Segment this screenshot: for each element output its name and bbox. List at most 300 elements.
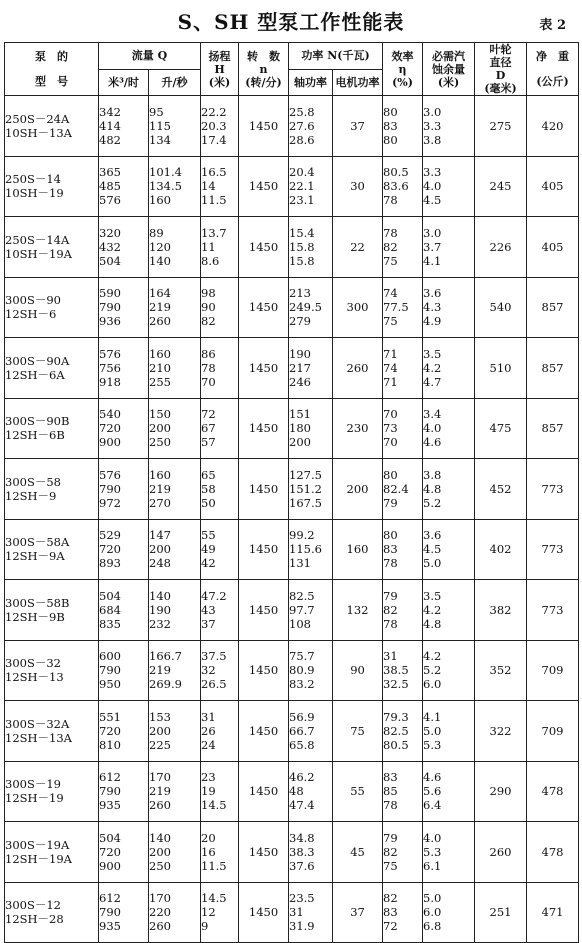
cell-pump-model [5,761,99,822]
cell-efficiency [383,217,423,278]
cell-npsh-line: 4.5 [423,193,442,208]
cell-efficiency-line: 82 [383,602,398,617]
cell-head-line: 14.5 [201,798,227,813]
header-head: 扬程 H (米) [201,43,239,96]
cell-efficiency-line: 74 [383,360,398,375]
cell-flow-ls-line: 147 [149,528,171,543]
cell-head-line: 11.5 [201,193,227,208]
cell-flow-m3h-line: 972 [99,495,121,510]
cell-flow-ls-line: 150 [149,407,171,422]
cell-efficiency-line: 80.5 [383,165,409,180]
table-row [5,701,579,762]
cell-pump-model [5,398,99,459]
cell-head-line: 17.4 [201,132,227,147]
cell-speed: 1450 [239,580,289,641]
cell-impeller-diameter: 260 [475,822,527,883]
cell-head [201,96,239,157]
cell-head-line: 13.7 [201,225,227,240]
cell-flow-ls [149,217,201,278]
cell-flow-ls-line: 260 [149,314,171,329]
cell-flow-m3h [99,277,149,338]
cell-impeller-diameter: 510 [475,338,527,399]
cell-shaft-power-line: 167.5 [289,495,322,510]
cell-flow-ls-line: 89 [149,225,164,240]
cell-flow-ls-line: 134.5 [149,179,182,194]
cell-flow-m3h [99,459,149,520]
cell-shaft-power-line: 99.2 [289,528,315,543]
cell-head-line: 78 [201,360,216,375]
cell-efficiency [383,701,423,762]
cell-shaft-power-line: 131 [289,556,311,571]
cell-flow-m3h-line: 790 [99,663,121,678]
header-motor-power: 电机功率 [333,69,383,96]
cell-shaft-power [289,882,333,943]
cell-shaft-power-line: 213 [289,286,311,301]
cell-speed: 1450 [239,822,289,883]
cell-motor-power: 132 [333,580,383,641]
cell-flow-ls-line: 170 [149,891,171,906]
cell-npsh [423,822,475,883]
cell-head-line: 20.3 [201,118,227,133]
cell-efficiency-line: 72 [383,919,398,934]
cell-head-line: 11 [201,239,216,254]
cell-head [201,338,239,399]
cell-flow-ls-line: 115 [149,118,171,133]
cell-head-line: 22.2 [201,104,227,119]
cell-shaft-power-line: 75.7 [289,649,315,664]
cell-flow-m3h-line: 810 [99,737,121,752]
cell-pump-model [5,459,99,520]
cell-shaft-power-line: 82.5 [289,588,315,603]
cell-net-weight: 857 [527,277,579,338]
cell-npsh-line: 4.0 [423,179,442,194]
cell-efficiency-line: 78 [383,225,398,240]
cell-flow-m3h-line: 504 [99,588,121,603]
cell-head-line: 19 [201,784,216,799]
cell-npsh [423,882,475,943]
cell-head [201,459,239,520]
cell-efficiency-line: 83 [383,118,398,133]
cell-flow-m3h-line: 612 [99,891,121,906]
table-row [5,640,579,701]
cell-shaft-power-line: 108 [289,616,311,631]
cell-efficiency [383,277,423,338]
cell-speed: 1450 [239,640,289,701]
cell-efficiency-line: 80.5 [383,737,409,752]
cell-flow-ls-line: 269.9 [149,677,182,692]
cell-speed: 1450 [239,277,289,338]
cell-head [201,217,239,278]
cell-net-weight: 857 [527,338,579,399]
cell-flow-m3h-line: 835 [99,616,121,631]
cell-npsh [423,580,475,641]
cell-npsh-line: 6.4 [423,798,442,813]
cell-efficiency-line: 71 [383,374,398,389]
cell-npsh-line: 5.0 [423,556,442,571]
cell-flow-ls-line: 260 [149,919,171,934]
cell-net-weight: 405 [527,217,579,278]
cell-npsh-line: 6.1 [423,858,442,873]
cell-efficiency [383,822,423,883]
cell-flow-ls-line: 219 [149,784,171,799]
cell-head-line: 11.5 [201,858,227,873]
cell-flow-m3h [99,701,149,762]
table-row [5,822,579,883]
cell-npsh-line: 5.2 [423,663,442,678]
header-flow: 流量 Q [99,43,201,70]
cell-efficiency-line: 73 [383,421,398,436]
cell-efficiency-line: 79.3 [383,709,409,724]
cell-net-weight: 478 [527,761,579,822]
cell-flow-ls-line: 200 [149,723,171,738]
cell-net-weight: 709 [527,701,579,762]
cell-net-weight: 773 [527,519,579,580]
cell-pump-model [5,580,99,641]
cell-flow-ls-line: 140 [149,588,171,603]
cell-pump-model-line: 12SH－13 [5,670,64,685]
cell-flow-m3h-line: 935 [99,798,121,813]
cell-shaft-power-line: 65.8 [289,737,315,752]
cell-npsh-line: 5.3 [423,737,442,752]
cell-efficiency-line: 77.5 [383,300,409,315]
cell-motor-power: 75 [333,701,383,762]
cell-npsh-line: 4.1 [423,253,442,268]
cell-npsh-line: 3.6 [423,528,442,543]
cell-npsh [423,338,475,399]
cell-head-line: 49 [201,542,216,557]
cell-head-line: 70 [201,374,216,389]
cell-impeller-diameter: 452 [475,459,527,520]
cell-speed: 1450 [239,701,289,762]
cell-speed: 1450 [239,156,289,217]
cell-npsh [423,761,475,822]
cell-flow-m3h-line: 576 [99,467,121,482]
cell-flow-ls-line: 250 [149,435,171,450]
cell-npsh-line: 3.8 [423,467,442,482]
cell-shaft-power-line: 15.8 [289,253,315,268]
cell-flow-m3h-line: 684 [99,602,121,617]
cell-speed: 1450 [239,96,289,157]
cell-shaft-power-line: 200 [289,435,311,450]
cell-npsh [423,277,475,338]
cell-motor-power: 45 [333,822,383,883]
cell-flow-ls [149,338,201,399]
cell-efficiency-line: 78 [383,556,398,571]
cell-shaft-power [289,398,333,459]
cell-pump-model-line: 10SH－19 [5,186,64,201]
cell-efficiency [383,519,423,580]
cell-pump-model-line: 12SH－28 [5,912,64,927]
cell-flow-m3h-line: 551 [99,709,121,724]
cell-pump-model-line: 300S－90A [5,353,70,368]
cell-flow-ls-line: 160 [149,346,171,361]
cell-flow-ls-line: 255 [149,374,171,389]
cell-flow-m3h [99,156,149,217]
cell-shaft-power [289,217,333,278]
cell-speed: 1450 [239,459,289,520]
cell-pump-model [5,96,99,157]
cell-npsh-line: 4.7 [423,374,442,389]
cell-flow-m3h-line: 720 [99,844,121,859]
cell-shaft-power-line: 56.9 [289,709,315,724]
cell-flow-m3h [99,761,149,822]
cell-shaft-power-line: 83.2 [289,677,315,692]
cell-head-line: 14 [201,179,216,194]
cell-flow-m3h-line: 720 [99,723,121,738]
cell-shaft-power [289,761,333,822]
cell-flow-ls-line: 166.7 [149,649,182,664]
cell-shaft-power-line: 127.5 [289,467,322,482]
cell-efficiency-line: 79 [383,495,398,510]
cell-npsh-line: 4.8 [423,616,442,631]
cell-pump-model-line: 12SH－9 [5,488,57,503]
cell-flow-m3h [99,96,149,157]
cell-flow-ls-line: 120 [149,239,171,254]
cell-pump-model-line: 250S－24A [5,111,70,126]
cell-npsh-line: 6.8 [423,919,442,934]
cell-flow-ls-line: 164 [149,286,171,301]
cell-flow-ls-line: 140 [149,253,171,268]
cell-efficiency [383,882,423,943]
table-number: 表 2 [539,18,566,33]
cell-flow-ls [149,882,201,943]
cell-shaft-power-line: 15.4 [289,225,315,240]
cell-net-weight: 709 [527,640,579,701]
cell-flow-m3h-line: 720 [99,542,121,557]
cell-shaft-power-line: 66.7 [289,723,315,738]
cell-impeller-diameter: 352 [475,640,527,701]
cell-head-line: 12 [201,905,216,920]
cell-motor-power: 55 [333,761,383,822]
cell-impeller-diameter: 322 [475,701,527,762]
cell-flow-ls [149,640,201,701]
cell-head-line: 23 [201,770,216,785]
cell-flow-ls-line: 160 [149,193,171,208]
cell-shaft-power [289,580,333,641]
header-shaft-power: 轴功率 [289,69,333,96]
cell-pump-model-line: 300S－58B [5,595,70,610]
cell-pump-model-line: 12SH－6A [5,367,65,382]
cell-efficiency-line: 75 [383,253,398,268]
cell-efficiency-line: 70 [383,407,398,422]
cell-pump-model-line: 250S－14A [5,232,70,247]
cell-shaft-power-line: 97.7 [289,602,315,617]
cell-flow-m3h [99,882,149,943]
cell-npsh [423,701,475,762]
cell-pump-model [5,277,99,338]
cell-flow-m3h [99,822,149,883]
cell-npsh-line: 4.0 [423,421,442,436]
cell-net-weight: 471 [527,882,579,943]
cell-shaft-power-line: 46.2 [289,770,315,785]
cell-head-line: 57 [201,435,216,450]
cell-flow-m3h-line: 485 [99,179,121,194]
cell-shaft-power-line: 180 [289,421,311,436]
cell-flow-ls [149,398,201,459]
cell-flow-m3h-line: 612 [99,770,121,785]
cell-npsh-line: 3.7 [423,239,442,254]
cell-npsh [423,398,475,459]
cell-efficiency-line: 82.5 [383,723,409,738]
cell-pump-model-line: 300S－12 [5,898,61,913]
cell-efficiency-line: 70 [383,435,398,450]
cell-npsh-line: 4.2 [423,649,442,664]
cell-efficiency-line: 82 [383,239,398,254]
cell-efficiency-line: 32.5 [383,677,409,692]
table-row [5,277,579,338]
cell-flow-m3h-line: 540 [99,407,121,422]
cell-npsh-line: 3.3 [423,165,442,180]
cell-flow-m3h-line: 414 [99,118,121,133]
cell-efficiency-line: 83.6 [383,179,409,194]
cell-efficiency-line: 38.5 [383,663,409,678]
cell-npsh-line: 5.2 [423,495,442,510]
cell-efficiency-line: 83 [383,542,398,557]
cell-impeller-diameter: 402 [475,519,527,580]
cell-flow-m3h-line: 365 [99,165,121,180]
cell-flow-m3h-line: 900 [99,858,121,873]
cell-pump-model-line: 300S－19A [5,837,70,852]
cell-shaft-power-line: 31 [289,905,304,920]
cell-pump-model-line: 12SH－9B [5,609,65,624]
cell-flow-ls-line: 200 [149,421,171,436]
cell-npsh-line: 5.3 [423,844,442,859]
table-row [5,156,579,217]
cell-head-line: 14.5 [201,891,227,906]
cell-pump-model-line: 300S－32A [5,716,70,731]
cell-efficiency-line: 82 [383,891,398,906]
cell-net-weight: 420 [527,96,579,157]
cell-npsh [423,156,475,217]
table-row [5,217,579,278]
cell-impeller-diameter: 226 [475,217,527,278]
cell-npsh-line: 6.0 [423,677,442,692]
cell-flow-m3h-line: 790 [99,905,121,920]
cell-npsh-line: 6.0 [423,905,442,920]
cell-shaft-power [289,277,333,338]
cell-flow-m3h [99,398,149,459]
cell-shaft-power-line: 80.9 [289,663,315,678]
cell-head [201,156,239,217]
cell-pump-model [5,701,99,762]
cell-flow-ls [149,701,201,762]
cell-impeller-diameter: 245 [475,156,527,217]
header-npsh: 必需汽 蚀余量 (米) [423,43,475,96]
cell-head [201,882,239,943]
cell-pump-model [5,882,99,943]
cell-npsh [423,96,475,157]
cell-flow-ls [149,519,201,580]
cell-efficiency [383,580,423,641]
cell-motor-power: 90 [333,640,383,701]
table-row [5,459,579,520]
cell-flow-m3h-line: 935 [99,919,121,934]
cell-npsh-line: 4.0 [423,830,442,845]
cell-head-line: 67 [201,421,216,436]
cell-shaft-power-line: 151.2 [289,481,322,496]
cell-flow-ls-line: 219 [149,300,171,315]
cell-npsh [423,640,475,701]
cell-motor-power: 30 [333,156,383,217]
cell-head [201,398,239,459]
cell-npsh-line: 4.8 [423,481,442,496]
cell-shaft-power-line: 27.6 [289,118,315,133]
cell-efficiency-line: 78 [383,616,398,631]
cell-npsh-line: 3.4 [423,407,442,422]
cell-pump-model-line: 12SH－6B [5,428,65,443]
cell-shaft-power-line: 151 [289,407,311,422]
header-speed: 转 数 n (转/分) [239,43,289,96]
cell-impeller-diameter: 251 [475,882,527,943]
cell-efficiency-line: 78 [383,193,398,208]
cell-npsh-line: 5.0 [423,891,442,906]
cell-efficiency [383,398,423,459]
cell-efficiency-line: 79 [383,830,398,845]
cell-efficiency [383,96,423,157]
cell-head-line: 72 [201,407,216,422]
cell-flow-m3h [99,640,149,701]
header-pump-model [5,43,99,96]
cell-npsh-line: 3.0 [423,225,442,240]
cell-head-line: 58 [201,481,216,496]
cell-net-weight: 773 [527,459,579,520]
cell-flow-m3h-line: 790 [99,481,121,496]
cell-pump-model-line: 12SH－6 [5,307,57,322]
cell-pump-model-line: 12SH－9A [5,549,65,564]
cell-pump-model-line: 300S－90 [5,293,61,308]
cell-shaft-power [289,96,333,157]
cell-npsh-line: 3.3 [423,118,442,133]
header-flow-m3h: 米³/时 [99,69,149,96]
cell-net-weight: 405 [527,156,579,217]
header-power: 功率 N(千瓦) [289,43,383,70]
cell-flow-m3h-line: 590 [99,286,121,301]
cell-efficiency [383,640,423,701]
cell-motor-power: 260 [333,338,383,399]
cell-flow-ls-line: 270 [149,495,171,510]
cell-flow-ls-line: 200 [149,844,171,859]
cell-npsh-line: 4.6 [423,770,442,785]
cell-head-line: 50 [201,495,216,510]
cell-flow-ls [149,156,201,217]
cell-flow-m3h-line: 893 [99,556,121,571]
cell-impeller-diameter: 382 [475,580,527,641]
cell-flow-ls [149,761,201,822]
cell-shaft-power-line: 249.5 [289,300,322,315]
cell-impeller-diameter: 290 [475,761,527,822]
cell-flow-m3h-line: 576 [99,193,121,208]
cell-pump-model-line: 300S－32 [5,656,61,671]
cell-shaft-power-line: 25.8 [289,104,315,119]
cell-efficiency-line: 80 [383,528,398,543]
cell-pump-model-line: 250S－14 [5,172,61,187]
cell-efficiency [383,156,423,217]
cell-shaft-power-line: 20.4 [289,165,315,180]
cell-npsh [423,459,475,520]
cell-flow-ls-line: 140 [149,830,171,845]
cell-flow-m3h-line: 950 [99,677,121,692]
cell-flow-ls-line: 225 [149,737,171,752]
cell-net-weight: 857 [527,398,579,459]
cell-head-line: 82 [201,314,216,329]
cell-motor-power: 22 [333,217,383,278]
cell-shaft-power-line: 48 [289,784,304,799]
cell-head-line: 55 [201,528,216,543]
table-row [5,398,579,459]
cell-efficiency-line: 85 [383,784,398,799]
cell-head-line: 16.5 [201,165,227,180]
cell-pump-model [5,519,99,580]
